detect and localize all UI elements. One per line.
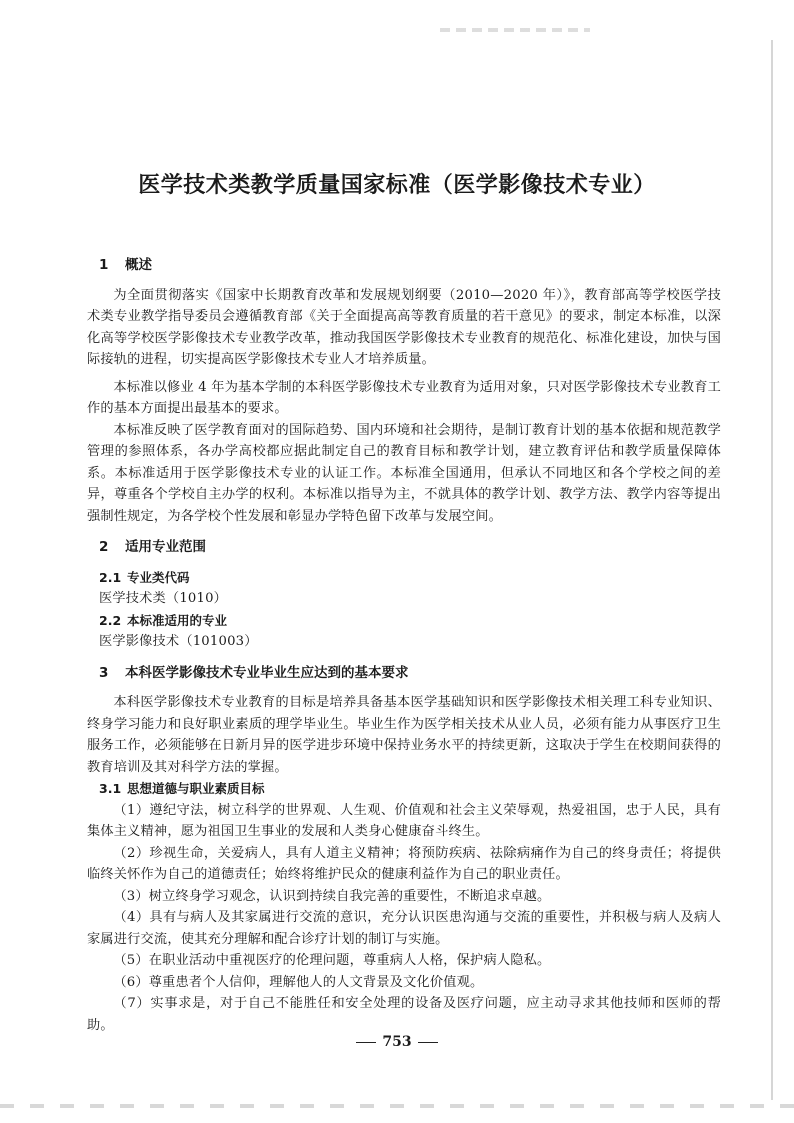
subsection-title: 专业类代码	[127, 569, 190, 585]
subsection-number: 2.1	[99, 569, 122, 585]
subsection-heading-2-1	[99, 567, 721, 589]
list-item: （4）具有与病人及其家属进行交流的意识，充分认识医患沟通与交流的重要性，并积极与病人及病人家属进行交流，使其充分理解和配合诊疗计划的制订与实施。	[87, 910, 721, 947]
list-item: （5）在职业活动中重视医疗的伦理问题，尊重病人人格，保护病人隐私。	[113, 953, 551, 968]
subsection-number: 3.1	[99, 781, 122, 796]
scan-artifact-bottom	[0, 1104, 794, 1108]
paragraph: 本科医学影像技术专业教育的目标是培养具备基本医学基础知识和医学影像技术相关理工科专业知识、终身学习能力和良好职业素质的理学毕业生。毕业生作为医学相关技术从业人员，必须有能力从事医疗卫生服务工作，必须能够在日新月异的医学进步环境中保持业务水平的持续更新，这取决于学生在校期间获得的教育培训及其对科学方法的掌握。	[87, 695, 721, 775]
page-title: 医学技术类教学质量国家标准（医学影像技术专业）	[138, 173, 656, 198]
section-heading-2	[99, 537, 721, 559]
dash-left	[356, 1042, 376, 1043]
list-item: （6）尊重患者个人信仰，理解他人的人文背景及文化价值观。	[113, 974, 484, 990]
section-heading-1	[99, 255, 721, 277]
paragraph: 本标准反映了医学教育面对的国际趋势、国内环境和社会期待，是制订教育计划的基本依据和规范教学管理的参照体系，各办学高校都应据此制定自己的教育目标和教学计划，建立教育评估和教学质量保障体系。本标准适用于医学影像技术专业的认证工作。本标准全国通用，但承认不同地区和各个学校之间的差异，尊重各个学校自主办学的权利。本标准以指导为主，不就具体的教学计划、教学方法、教学内容等提出强制性规定，为各学校个性发展和彰显办学特色留下改革与发展空间。	[87, 422, 721, 524]
page-footer	[0, 1034, 794, 1050]
document-body	[87, 255, 721, 1036]
major-code: 医学影像技术（101003）	[99, 634, 258, 649]
subsection-number: 2.2	[99, 612, 122, 628]
list-item: （2）珍视生命，关爱病人，具有人道主义精神；将预防疾病、祛除病痛作为自己的终身责任；将提供临终关怀作为自己的道德责任；始终将维护民众的健康利益作为自己的职业责任。	[87, 845, 721, 882]
subsection-title: 本标准适用的专业	[127, 612, 228, 628]
page-number: 753	[382, 1034, 412, 1050]
dash-right	[418, 1042, 438, 1043]
subsection-heading-2-2	[99, 610, 721, 632]
section-number: 3	[99, 664, 109, 681]
section-number: 2	[99, 539, 109, 555]
list-item: （3）树立终身学习观念，认识到持续自我完善的重要性，不断追求卓越。	[113, 888, 551, 904]
scan-artifact-top	[440, 28, 590, 32]
category-code: 医学技术类（1010）	[99, 591, 228, 606]
section-title: 本科医学影像技术专业毕业生应达到的基本要求	[125, 664, 409, 681]
section-heading-3	[99, 663, 721, 685]
section-number: 1	[99, 257, 109, 273]
paragraph: 为全面贯彻落实《国家中长期教育改革和发展规划纲要（2010—2020 年）》，教育部高等学校医学技术类专业教学指导委员会遵循教育部《关于全面提高高等教育质量的若干意见》的要求，制定本标准，以深化高等学校医学影像技术专业教学改革，推动我国医学影像技术专业教育的规范化、标准化建设，加快与国际接轨的进程，切实提高医学影像技术专业人才培养质量。	[87, 287, 721, 367]
scan-artifact-right	[771, 40, 773, 1100]
subsection-heading-3-1	[99, 778, 721, 800]
paragraph: 本标准以修业 4 年为基本学制的本科医学影像技术专业教育为适用对象，只对医学影像技术专业教育工作的基本方面提出最基本的要求。	[87, 379, 721, 416]
section-title: 概述	[125, 257, 152, 273]
subsection-title: 思想道德与职业素质目标	[127, 781, 265, 796]
list-item: （1）遵纪守法，树立科学的世界观、人生观、价值观和社会主义荣辱观，热爱祖国，忠于人民，具有集体主义精神，愿为祖国卫生事业的发展和人类身心健康奋斗终生。	[87, 802, 721, 839]
list-item: （7）实事求是，对于自己不能胜任和安全处理的设备及医疗问题，应主动寻求其他技师和医师的帮助。	[87, 996, 721, 1033]
section-title: 适用专业范围	[125, 539, 206, 555]
